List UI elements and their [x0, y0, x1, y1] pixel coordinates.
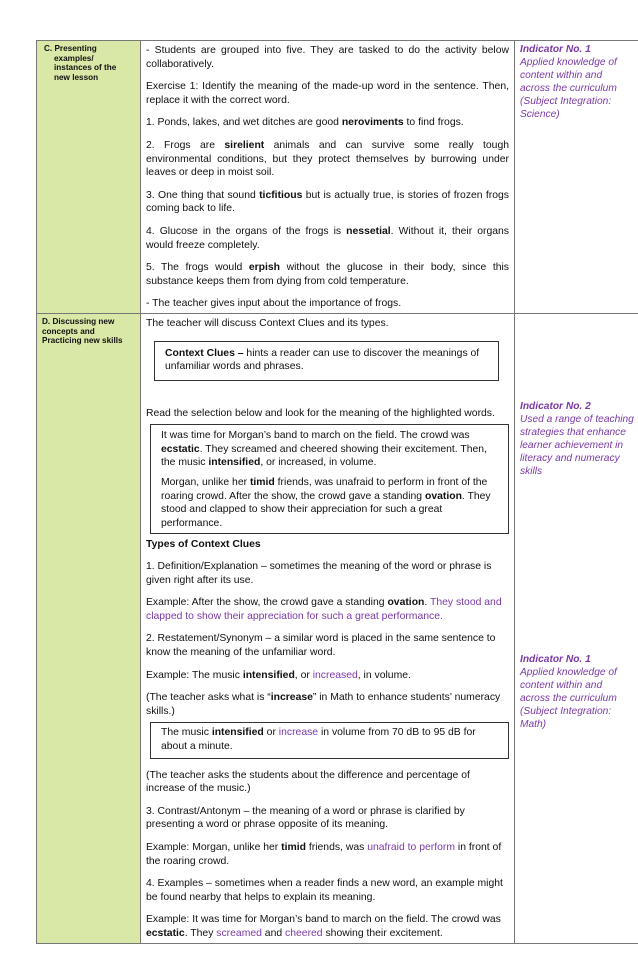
reading-selection-box [150, 424, 509, 534]
selection-paragraph-1: It was time for Morgan’s band to march on the field. The crowd was ecstatic. They screamed and cheered showing their excitement. Then, the music intensified, or increased, in volume. [161, 430, 487, 469]
type-4-example: Example: It was time for Morgan’s band to march on the field. The crowd was ecstatic. They screamed and cheered showing their excitement. [146, 914, 501, 939]
type-2-example: Example: The music intensified, or increased, in volume. [146, 669, 411, 681]
type-2-definition: 2. Restatement/Synonym – a similar word is placed in the same sentence to know the meaning of the unfamiliar word. [146, 633, 496, 658]
type-4-definition: 4. Examples – sometimes when a reader finds a new word, an example might be found nearby that helps to explain its meaning. [146, 878, 503, 903]
teacher-input-note: - The teacher gives input about the importance of frogs. [146, 298, 402, 310]
indicator-2-title: Indicator No. 2 [520, 400, 591, 412]
type-1-example: Example: After the show, the crowd gave a standing ovation. They stood and clapped to show their appreciation for such a great performance. [146, 597, 502, 622]
section-c-indicator-cell [515, 41, 638, 314]
exercise-item-4: 4. Glucose in the organs of the frogs is nessetial. Without it, their organs would freeze completely. [146, 225, 509, 251]
section-d-content [141, 313, 515, 943]
section-d-label-cell [37, 313, 141, 943]
indicator-1-science-title: Indicator No. 1 [520, 44, 591, 55]
indicator-2-desc: Used a range of teaching strategies that enhance learner achievement in literacy and numeracy skills [520, 413, 634, 477]
indicator-1-math-title: Indicator No. 1 [520, 653, 591, 665]
lesson-plan-page [36, 40, 634, 944]
percentage-increase-note: (The teacher asks the students about the difference and percentage of increase of the music.) [146, 769, 470, 795]
section-d-title: D. Discussing new concepts and Practicing new skills [42, 316, 123, 346]
context-clues-definition-box: Context Clues – hints a reader can use to discover the meanings of unfamiliar words and phrases. [154, 341, 499, 381]
exercise-item-1: 1. Ponds, lakes, and wet ditches are good neroviments to find frogs. [146, 117, 464, 129]
exercise-1-instruction: Exercise 1: Identify the meaning of the made-up word in the sentence. Then, replace it with the correct word. [146, 81, 509, 106]
group-instruction: - Students are grouped into five. They are tasked to do the activity below collaboratively. [146, 45, 509, 70]
indicator-1-science-desc: Applied knowledge of content within and across the curriculum (Subject Integration: Science) [520, 57, 617, 120]
type-3-definition: 3. Contrast/Antonym – the meaning of a word or phrase is clarified by presenting a word or phrase opposite of its meaning. [146, 805, 465, 831]
type-1-definition: 1. Definition/Explanation – sometimes the meaning of the word or phrase is given right after its use. [146, 561, 492, 586]
exercise-item-5: 5. The frogs would erpish without the glucose in their body, since this substance keeps them from dying from cold temperature. [146, 262, 509, 287]
math-integration-note: (The teacher asks what is “increase” in Math to enhance students’ numeracy skills.) [146, 692, 501, 717]
exercise-item-2: 2. Frogs are sirelient animals and can survive some really tough environmental conditions, but they protect themselves by burrowing under leaves or deep in moist soil. [146, 139, 509, 179]
discussion-intro: The teacher will discuss Context Clues and its types. [146, 317, 389, 329]
section-d-row [37, 313, 638, 943]
types-of-context-clues-heading: Types of Context Clues [146, 539, 261, 551]
selection-paragraph-2: Morgan, unlike her timid friends, was unafraid to perform in front of the roaring crowd. After the show, the crowd gave a standing ovation. They stood and clapped to show their appreciation for such a great performance. [161, 477, 491, 529]
math-example-box: The music intensified or increase in volume from 70 dB to 95 dB for about a minute. [150, 722, 509, 758]
reading-instruction: Read the selection below and look for the meaning of the highlighted words. [146, 407, 495, 419]
indicator-1-math-desc: Applied knowledge of content within and across the curriculum (Subject Integration: Math) [520, 666, 617, 730]
type-3-example: Example: Morgan, unlike her timid friends, was unafraid to perform in front of the roaring crowd. [146, 841, 502, 867]
section-d-indicator-cell [515, 313, 638, 943]
lesson-plan-table [36, 40, 638, 944]
section-c-content [141, 41, 515, 314]
exercise-item-3: 3. One thing that sound ticfitious but is actually true, is stories of frozen frogs coming back to life. [146, 189, 509, 215]
section-c-title: C. Presenting examples/ instances of the new lesson [44, 44, 117, 82]
section-c-label-cell [37, 41, 141, 314]
section-c-row [37, 41, 638, 314]
